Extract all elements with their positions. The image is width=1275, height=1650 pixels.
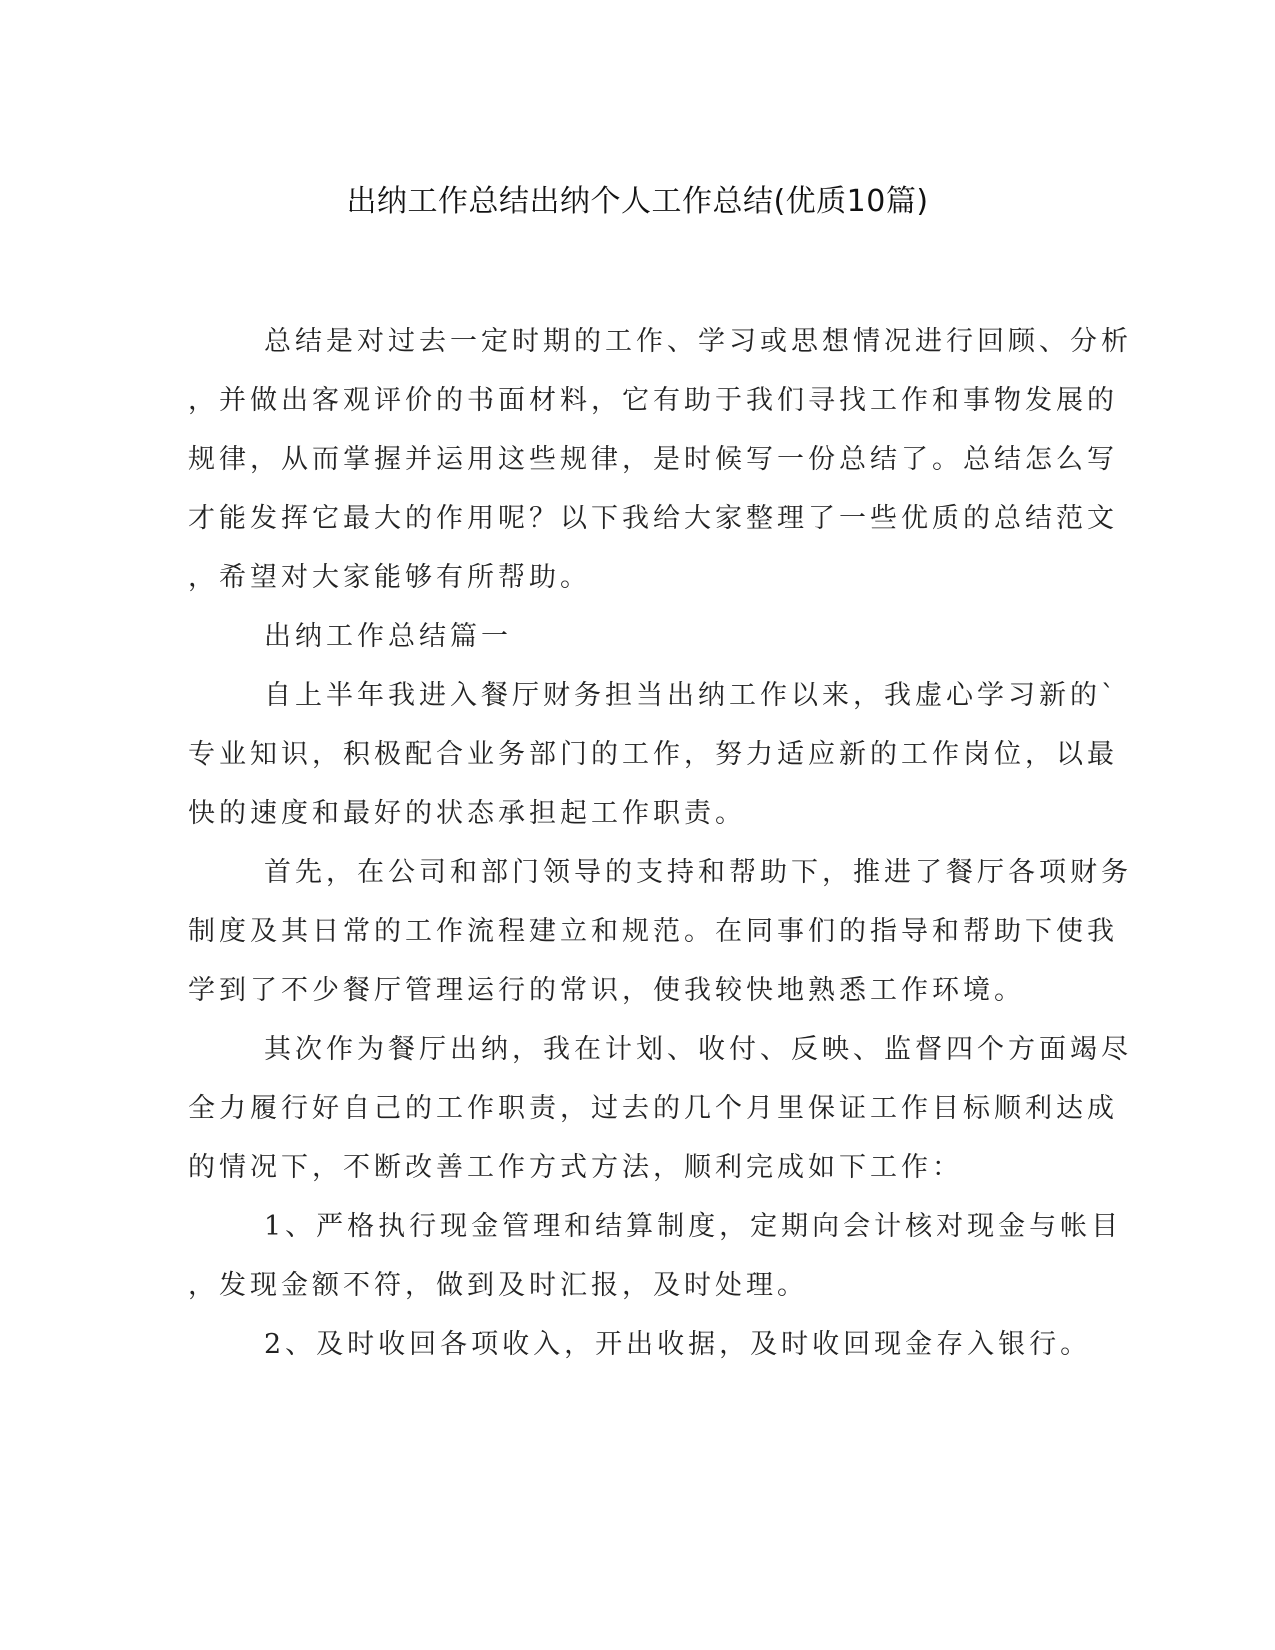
body-line: 首先，在公司和部门领导的支持和帮助下，推进了餐厅各项财务 [264,857,1132,888]
body-line: ，希望对大家能够有所帮助。 [188,562,591,593]
body-line: 才能发挥它最大的作用呢？以下我给大家整理了一些优质的总结范文 [188,503,1118,534]
body-line: 其次作为餐厅出纳，我在计划、收付、反映、监督四个方面竭尽 [264,1034,1132,1065]
body-line: 总结是对过去一定时期的工作、学习或思想情况进行回顾、分析 [264,326,1132,357]
document-title: 出纳工作总结出纳个人工作总结(优质10篇) [346,184,929,219]
body-line: 快的速度和最好的状态承担起工作职责。 [188,798,746,829]
body-line: ，并做出客观评价的书面材料，它有助于我们寻找工作和事物发展的 [188,385,1118,416]
body-line: 学到了不少餐厅管理运行的常识，使我较快地熟悉工作环境。 [188,975,1025,1006]
body-line: 全力履行好自己的工作职责，过去的几个月里保证工作目标顺利达成 [188,1093,1118,1124]
section-heading: 出纳工作总结篇一 [264,621,512,652]
list-item-line: 1、严格执行现金管理和结算制度，定期向会计核对现金与帐目 [264,1211,1123,1242]
body-line: 的情况下，不断改善工作方式方法，顺利完成如下工作： [188,1152,963,1183]
body-line: 专业知识，积极配合业务部门的工作，努力适应新的工作岗位，以最 [188,739,1118,770]
list-item-line: ，发现金额不符，做到及时汇报，及时处理。 [188,1270,808,1301]
body-line: 自上半年我进入餐厅财务担当出纳工作以来，我虚心学习新的` [264,680,1119,711]
body-line: 制度及其日常的工作流程建立和规范。在同事们的指导和帮助下使我 [188,916,1118,947]
body-line: 规律，从而掌握并运用这些规律，是时候写一份总结了。总结怎么写 [188,444,1118,475]
list-item-line: 2、及时收回各项收入，开出收据，及时收回现金存入银行。 [264,1329,1092,1360]
